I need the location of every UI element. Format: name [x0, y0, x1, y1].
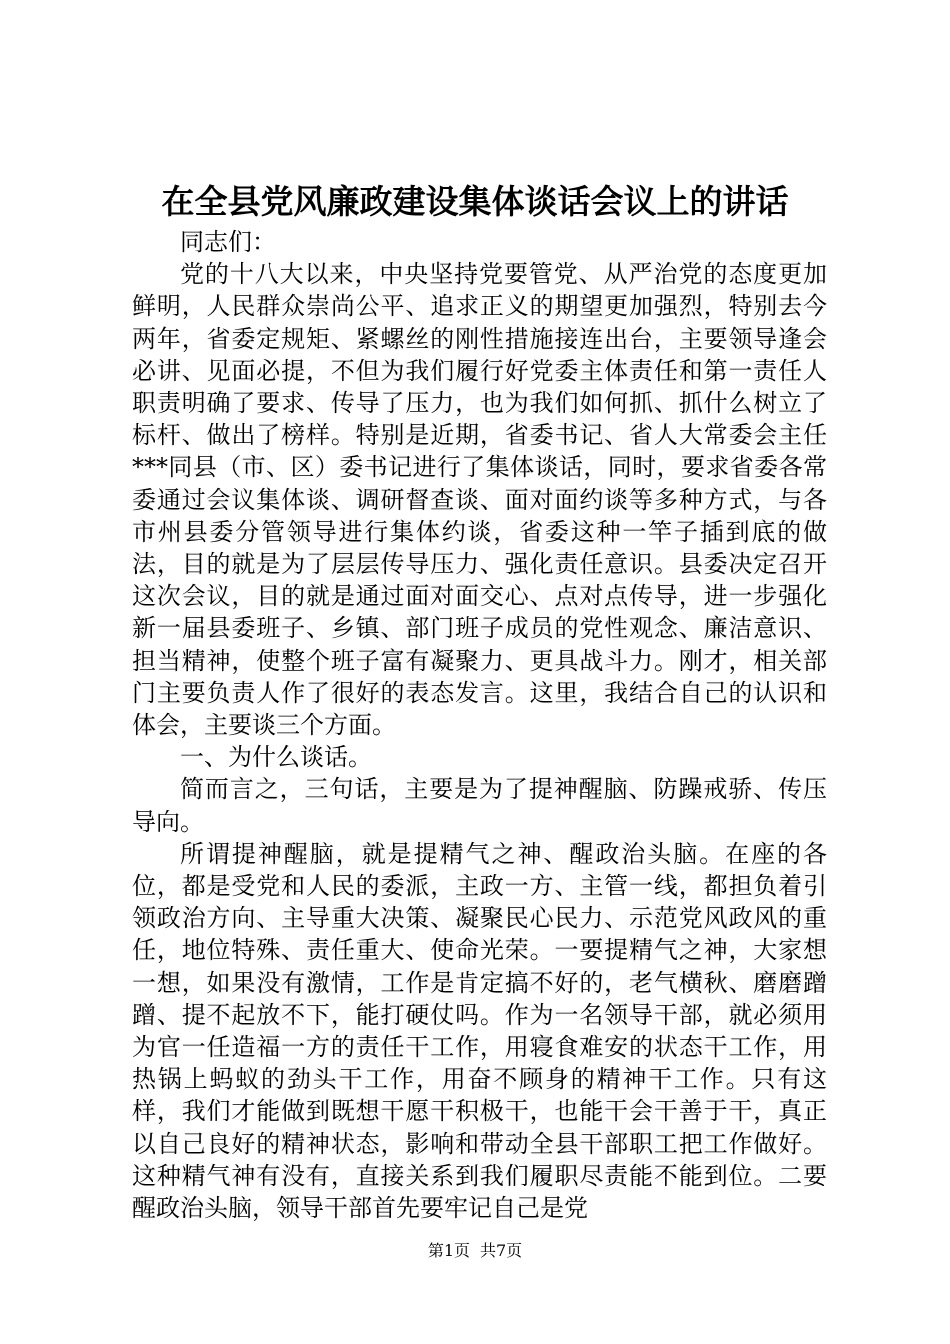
- body-paragraph: 党的十八大以来，中央坚持党要管党、从严治党的态度更加鲜明，人民群众崇尚公平、追求正义的期望更加强烈，特别去今两年，省委定规矩、紧螺丝的刚性措施接连出台，主要领导逢会必讲、见面必提，不但为我们履行好党委主体责任和第一责任人职责明确了要求、传导了压力，也为我们如何抓、抓什么树立了标杆、做出了榜样。特别是近期，省委书记、省人大常委会主任***同县（市、区）委书记进行了集体谈话，同时，要求省委各常委通过会议集体谈、调研督查谈、面对面约谈等多种方式，与各市州县委分管领导进行集体约谈，省委这种一竿子插到底的做法，目的就是为了层层传导压力、强化责任意识。县委决定召开这次会议，目的就是通过面对面交心、点对点传导，进一步强化新一届县委班子、乡镇、部门班子成员的党性观念、廉洁意识、担当精神，使整个班子富有凝聚力、更具战斗力。刚才，相关部门主要负责人作了很好的表态发言。这里，我结合自己的认识和体会，主要谈三个方面。: [132, 260, 827, 740]
- salutation-paragraph: 同志们：: [180, 228, 276, 256]
- body-paragraph: 所谓提神醒脑，就是提精气之神、醒政治头脑。在座的各位，都是受党和人民的委派，主政一方、主管一线，都担负着引领政治方向、主导重大决策、凝聚民心民力、示范党风政风的重任，地位特殊、责任重大、使命光荣。一要提精气之神，大家想一想，如果没有激情，工作是肯定搞不好的，老气横秋、磨磨蹭蹭、提不起放不下，能打硬仗吗。作为一名领导干部，就必须用为官一任造福一方的责任干工作，用寝食难安的状态干工作，用热锅上蚂蚁的劲头干工作，用奋不顾身的精神干工作。只有这样，我们才能做到既想干愿干积极干，也能干会干善于干，真正以自己良好的精神状态，影响和带动全县干部职工把工作做好。这种精气神有没有，直接关系到我们履职尽责能不能到位。二要醒政治头脑，领导干部首先要牢记自己是党: [132, 839, 827, 1223]
- body-paragraph: 简而言之，三句话，主要是为了提神醒脑、防躁戒骄、传压导向。: [132, 775, 827, 836]
- section-heading: 一、为什么谈话。: [180, 743, 372, 772]
- document-title: 在全县党风廉政建设集体谈话会议上的讲话: [161, 182, 789, 221]
- page-total: 共7页: [480, 1241, 523, 1260]
- document-body: [132, 226, 827, 1224]
- page-number: 第1页: [427, 1241, 470, 1260]
- page-footer: [0, 1241, 950, 1261]
